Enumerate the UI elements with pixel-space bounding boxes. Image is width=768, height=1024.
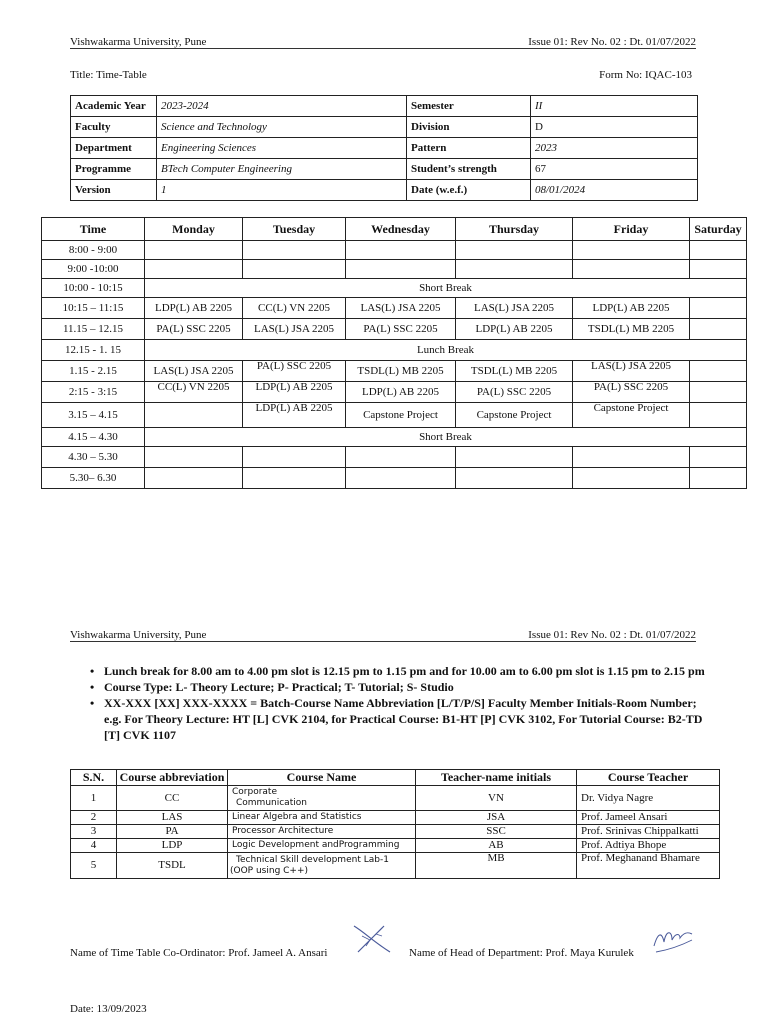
slot-cell [346,260,456,279]
hod-name: Name of Head of Department: Prof. Maya Kurulek [409,947,634,959]
table-row [42,403,747,428]
abbr-cell: LDP [117,839,228,853]
col-monday: Monday [145,218,243,241]
slot-cell [145,241,243,260]
document-title: Title: Time-Table [70,69,147,81]
slot-cell [456,241,573,260]
slot-cell [573,468,690,489]
initials-cell: JSA [416,811,577,825]
course-name-line: Corporate [232,787,277,797]
course-info-table [70,95,698,201]
notes-list [88,663,708,743]
slot-cell [690,260,747,279]
time-cell: 1.15 - 2.15 [42,361,145,382]
col-initials: Teacher-name initials [416,770,577,786]
info-value: 2023 [531,138,698,159]
slot-cell [456,447,573,468]
initials-cell: VN [416,786,577,811]
course-name-line: Communication [236,798,307,808]
note-text: XX-XXX [XX] XXX-XXXX = Batch-Course Name Abbreviation [L/T/P/S] Faculty Member Initials-Room Number; e.g. For Theory Lecture: HT [L] CVK 2104, for Practical Course: B1-HT [P] CVK 3102, For Tutorial Course: B2-TD [T] CVK 1107 [104,696,703,742]
slot-cell [346,241,456,260]
info-row [71,96,698,117]
col-time: Time [42,218,145,241]
short-break-cell: Short Break [145,279,747,298]
slot-cell [690,447,747,468]
slot-cell: PA(L) SSC 2205 [456,382,573,403]
slot-cell: LAS(L) JSA 2205 [456,298,573,319]
list-item [88,663,708,679]
info-row [71,117,698,138]
col-abbreviation: Course abbreviation [117,770,228,786]
university-name: Vishwakarma University, Pune [70,36,207,48]
sn-cell: 1 [71,786,117,811]
bullet-icon: • [90,680,95,694]
slot-cell [573,241,690,260]
abbr-cell: TSDL [117,853,228,879]
info-label: Department [71,138,157,159]
sn-cell: 2 [71,811,117,825]
teacher-cell: Prof. Adtiya Bhope [577,839,720,853]
slot-cell: PA(L) SSC 2205 [573,382,690,403]
slot-cell: LDP(L) AB 2205 [243,403,346,428]
time-cell: 2:15 - 3:15 [42,382,145,403]
slot-cell: CC(L) VN 2205 [145,382,243,403]
table-row [42,260,747,279]
initials-cell: MB [416,853,577,879]
info-label: Semester [407,96,531,117]
abbr-cell: PA [117,825,228,839]
slot-cell: LDP(L) AB 2205 [243,382,346,403]
table-row [42,279,747,298]
table-row [71,786,720,811]
teacher-cell: Prof. Jameel Ansari [577,811,720,825]
slot-cell: PA(L) SSC 2205 [243,361,346,382]
slot-cell: PA(L) SSC 2205 [346,319,456,340]
slot-cell [346,447,456,468]
time-cell: 4.30 – 5.30 [42,447,145,468]
table-row [42,319,747,340]
course-name-cell: Processor Architecture [228,825,416,839]
slot-cell [690,361,747,382]
slot-cell [243,447,346,468]
info-label: Date (w.e.f.) [407,180,531,201]
slot-cell [243,241,346,260]
col-thursday: Thursday [456,218,573,241]
sn-cell: 3 [71,825,117,839]
info-label: Student’s strength [407,159,531,180]
slot-cell [690,298,747,319]
courses-table [70,769,720,879]
time-cell: 8:00 - 9:00 [42,241,145,260]
info-value: 2023-2024 [157,96,407,117]
col-wednesday: Wednesday [346,218,456,241]
table-row [42,361,747,382]
slot-cell [145,403,243,428]
table-row [42,241,747,260]
table-row [71,839,720,853]
col-course-name: Course Name [228,770,416,786]
slot-cell: LDP(L) AB 2205 [573,298,690,319]
course-name-cell: Logic Development andProgramming [228,839,416,853]
slot-cell [456,260,573,279]
info-value: Engineering Sciences [157,138,407,159]
slot-cell [243,260,346,279]
timetable [41,217,747,489]
slot-cell [690,382,747,403]
teacher-cell: Prof. Srinivas Chippalkatti [577,825,720,839]
time-cell: 4.15 – 4.30 [42,428,145,447]
info-label: Programme [71,159,157,180]
sn-cell: 4 [71,839,117,853]
slot-cell [573,447,690,468]
document-date: Date: 13/09/2023 [70,1003,147,1015]
table-row [71,825,720,839]
page-header [70,36,696,49]
slot-cell: TSDL(L) MB 2205 [346,361,456,382]
slot-cell: Capstone Project [346,403,456,428]
slot-cell: LAS(L) JSA 2205 [243,319,346,340]
col-tuesday: Tuesday [243,218,346,241]
list-item [88,679,708,695]
course-name-cell: Linear Algebra and Statistics [228,811,416,825]
abbr-cell: LAS [117,811,228,825]
list-item [88,695,708,743]
table-row [42,382,747,403]
table-row [42,447,747,468]
info-label: Division [407,117,531,138]
info-value: 1 [157,180,407,201]
slot-cell: TSDL(L) MB 2205 [456,361,573,382]
slot-cell: TSDL(L) MB 2205 [573,319,690,340]
courses-header-row [71,770,720,786]
table-row [42,340,747,361]
table-row [42,468,747,489]
slot-cell [690,319,747,340]
bullet-icon: • [90,696,95,710]
time-cell: 10:15 – 11:15 [42,298,145,319]
slot-cell [145,447,243,468]
info-value: BTech Computer Engineering [157,159,407,180]
teacher-cell: Dr. Vidya Nagre [577,786,720,811]
note-text: Course Type: L- Theory Lecture; P- Practical; T- Tutorial; S- Studio [104,680,454,694]
slot-cell [690,241,747,260]
time-cell: 9:00 -10:00 [42,260,145,279]
table-row [42,428,747,447]
slot-cell: Capstone Project [573,403,690,428]
coordinator-signature [350,922,396,956]
hod-signature [650,924,696,958]
info-label: Faculty [71,117,157,138]
info-value: II [531,96,698,117]
slot-cell [145,468,243,489]
slot-cell: LDP(L) AB 2205 [456,319,573,340]
timetable-header-row [42,218,747,241]
info-value: D [531,117,698,138]
teacher-cell: Prof. Meghanand Bhamare [577,853,720,879]
col-saturday: Saturday [690,218,747,241]
time-cell: 11.15 – 12.15 [42,319,145,340]
slot-cell: CC(L) VN 2205 [243,298,346,319]
slot-cell [243,468,346,489]
info-row [71,180,698,201]
col-course-teacher: Course Teacher [577,770,720,786]
info-label: Version [71,180,157,201]
abbr-cell: CC [117,786,228,811]
lunch-break-cell: Lunch Break [145,340,747,361]
info-value: 08/01/2024 [531,180,698,201]
info-row [71,138,698,159]
title-row [70,69,692,81]
course-name-cell [228,786,416,811]
slot-cell [690,403,747,428]
coordinator-name: Name of Time Table Co-Ordinator: Prof. Jameel A. Ansari [70,947,328,959]
slot-cell: LAS(L) JSA 2205 [573,361,690,382]
issue-info: Issue 01: Rev No. 02 : Dt. 01/07/2022 [528,36,696,48]
table-row [42,298,747,319]
slot-cell [573,260,690,279]
info-value: Science and Technology [157,117,407,138]
info-row [71,159,698,180]
slot-cell: LAS(L) JSA 2205 [145,361,243,382]
info-label: Academic Year [71,96,157,117]
initials-cell: SSC [416,825,577,839]
course-name-line: (OOP using C++) [230,865,309,876]
slot-cell [456,468,573,489]
form-number: Form No: IQAC-103 [599,69,692,81]
note-text: Lunch break for 8.00 am to 4.00 pm slot is 12.15 pm to 1.15 pm and for 10.00 am to 6.00 pm slot is 1.15 pm to 2.15 pm [104,664,705,678]
bullet-icon: • [90,664,95,678]
time-cell: 3.15 – 4.15 [42,403,145,428]
table-row [71,853,720,879]
course-name-line: Technical Skill development Lab-1 [236,854,389,865]
initials-cell: AB [416,839,577,853]
short-break-cell: Short Break [145,428,747,447]
slot-cell: PA(L) SSC 2205 [145,319,243,340]
slot-cell: LAS(L) JSA 2205 [346,298,456,319]
slot-cell [145,260,243,279]
slot-cell: LDP(L) AB 2205 [346,382,456,403]
col-sn: S.N. [71,770,117,786]
issue-info: Issue 01: Rev No. 02 : Dt. 01/07/2022 [528,629,696,641]
info-value: 67 [531,159,698,180]
slot-cell: LDP(L) AB 2205 [145,298,243,319]
col-friday: Friday [573,218,690,241]
table-row [71,811,720,825]
time-cell: 5.30– 6.30 [42,468,145,489]
time-cell: 12.15 - 1. 15 [42,340,145,361]
slot-cell [346,468,456,489]
slot-cell [690,468,747,489]
page-header-2 [70,629,696,642]
course-name-cell [228,853,416,879]
time-cell: 10:00 - 10:15 [42,279,145,298]
slot-cell: Capstone Project [456,403,573,428]
university-name: Vishwakarma University, Pune [70,629,207,641]
info-label: Pattern [407,138,531,159]
sn-cell: 5 [71,853,117,879]
